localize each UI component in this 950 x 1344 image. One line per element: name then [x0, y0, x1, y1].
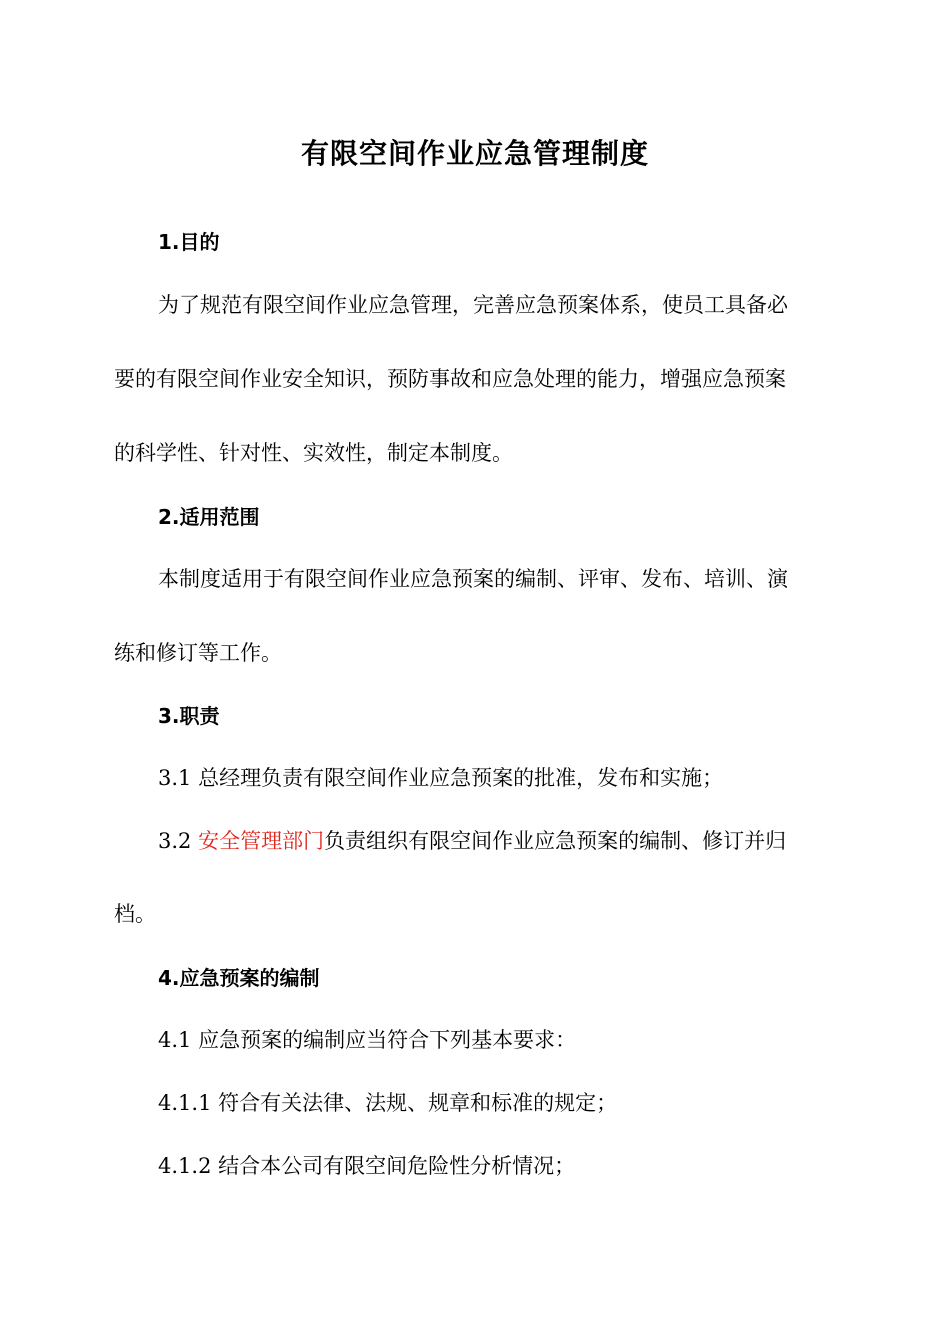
paragraph-line: 练和修订等工作。	[114, 641, 282, 665]
clause-3-2-highlight: 安全管理部门	[198, 829, 325, 853]
section-heading-responsibilities: 3.职责	[158, 704, 220, 728]
clause-3-2	[158, 826, 786, 856]
section-heading-scope: 2.适用范围	[158, 505, 260, 529]
clause-3-1: 3.1 总经理负责有限空间作业应急预案的批准，发布和实施；	[158, 766, 724, 790]
paragraph-line: 本制度适用于有限空间作业应急预案的编制、评审、发布、培训、演	[158, 567, 788, 591]
section-heading-plan-preparation: 4.应急预案的编制	[158, 966, 320, 990]
document-title: 有限空间作业应急管理制度	[300, 137, 649, 170]
paragraph-line: 要的有限空间作业安全知识，预防事故和应急处理的能力，增强应急预案	[114, 367, 786, 391]
clause-4-1-1: 4.1.1 符合有关法律、法规、规章和标准的规定；	[158, 1091, 618, 1115]
section-heading-purpose: 1.目的	[158, 230, 220, 254]
clause-4-1: 4.1 应急预案的编制应当符合下列基本要求：	[158, 1028, 577, 1052]
clause-3-2-number: 3.2	[158, 829, 199, 853]
clause-3-2-text: 负责组织有限空间作业应急预案的编制、修订并归	[324, 829, 787, 853]
clause-4-1-2: 4.1.2 结合本公司有限空间危险性分析情况；	[158, 1154, 576, 1178]
paragraph-line: 为了规范有限空间作业应急管理，完善应急预案体系，使员工具备必	[158, 293, 788, 317]
paragraph-line: 档。	[114, 902, 156, 926]
paragraph-line: 的科学性、针对性、实效性，制定本制度。	[114, 441, 513, 465]
